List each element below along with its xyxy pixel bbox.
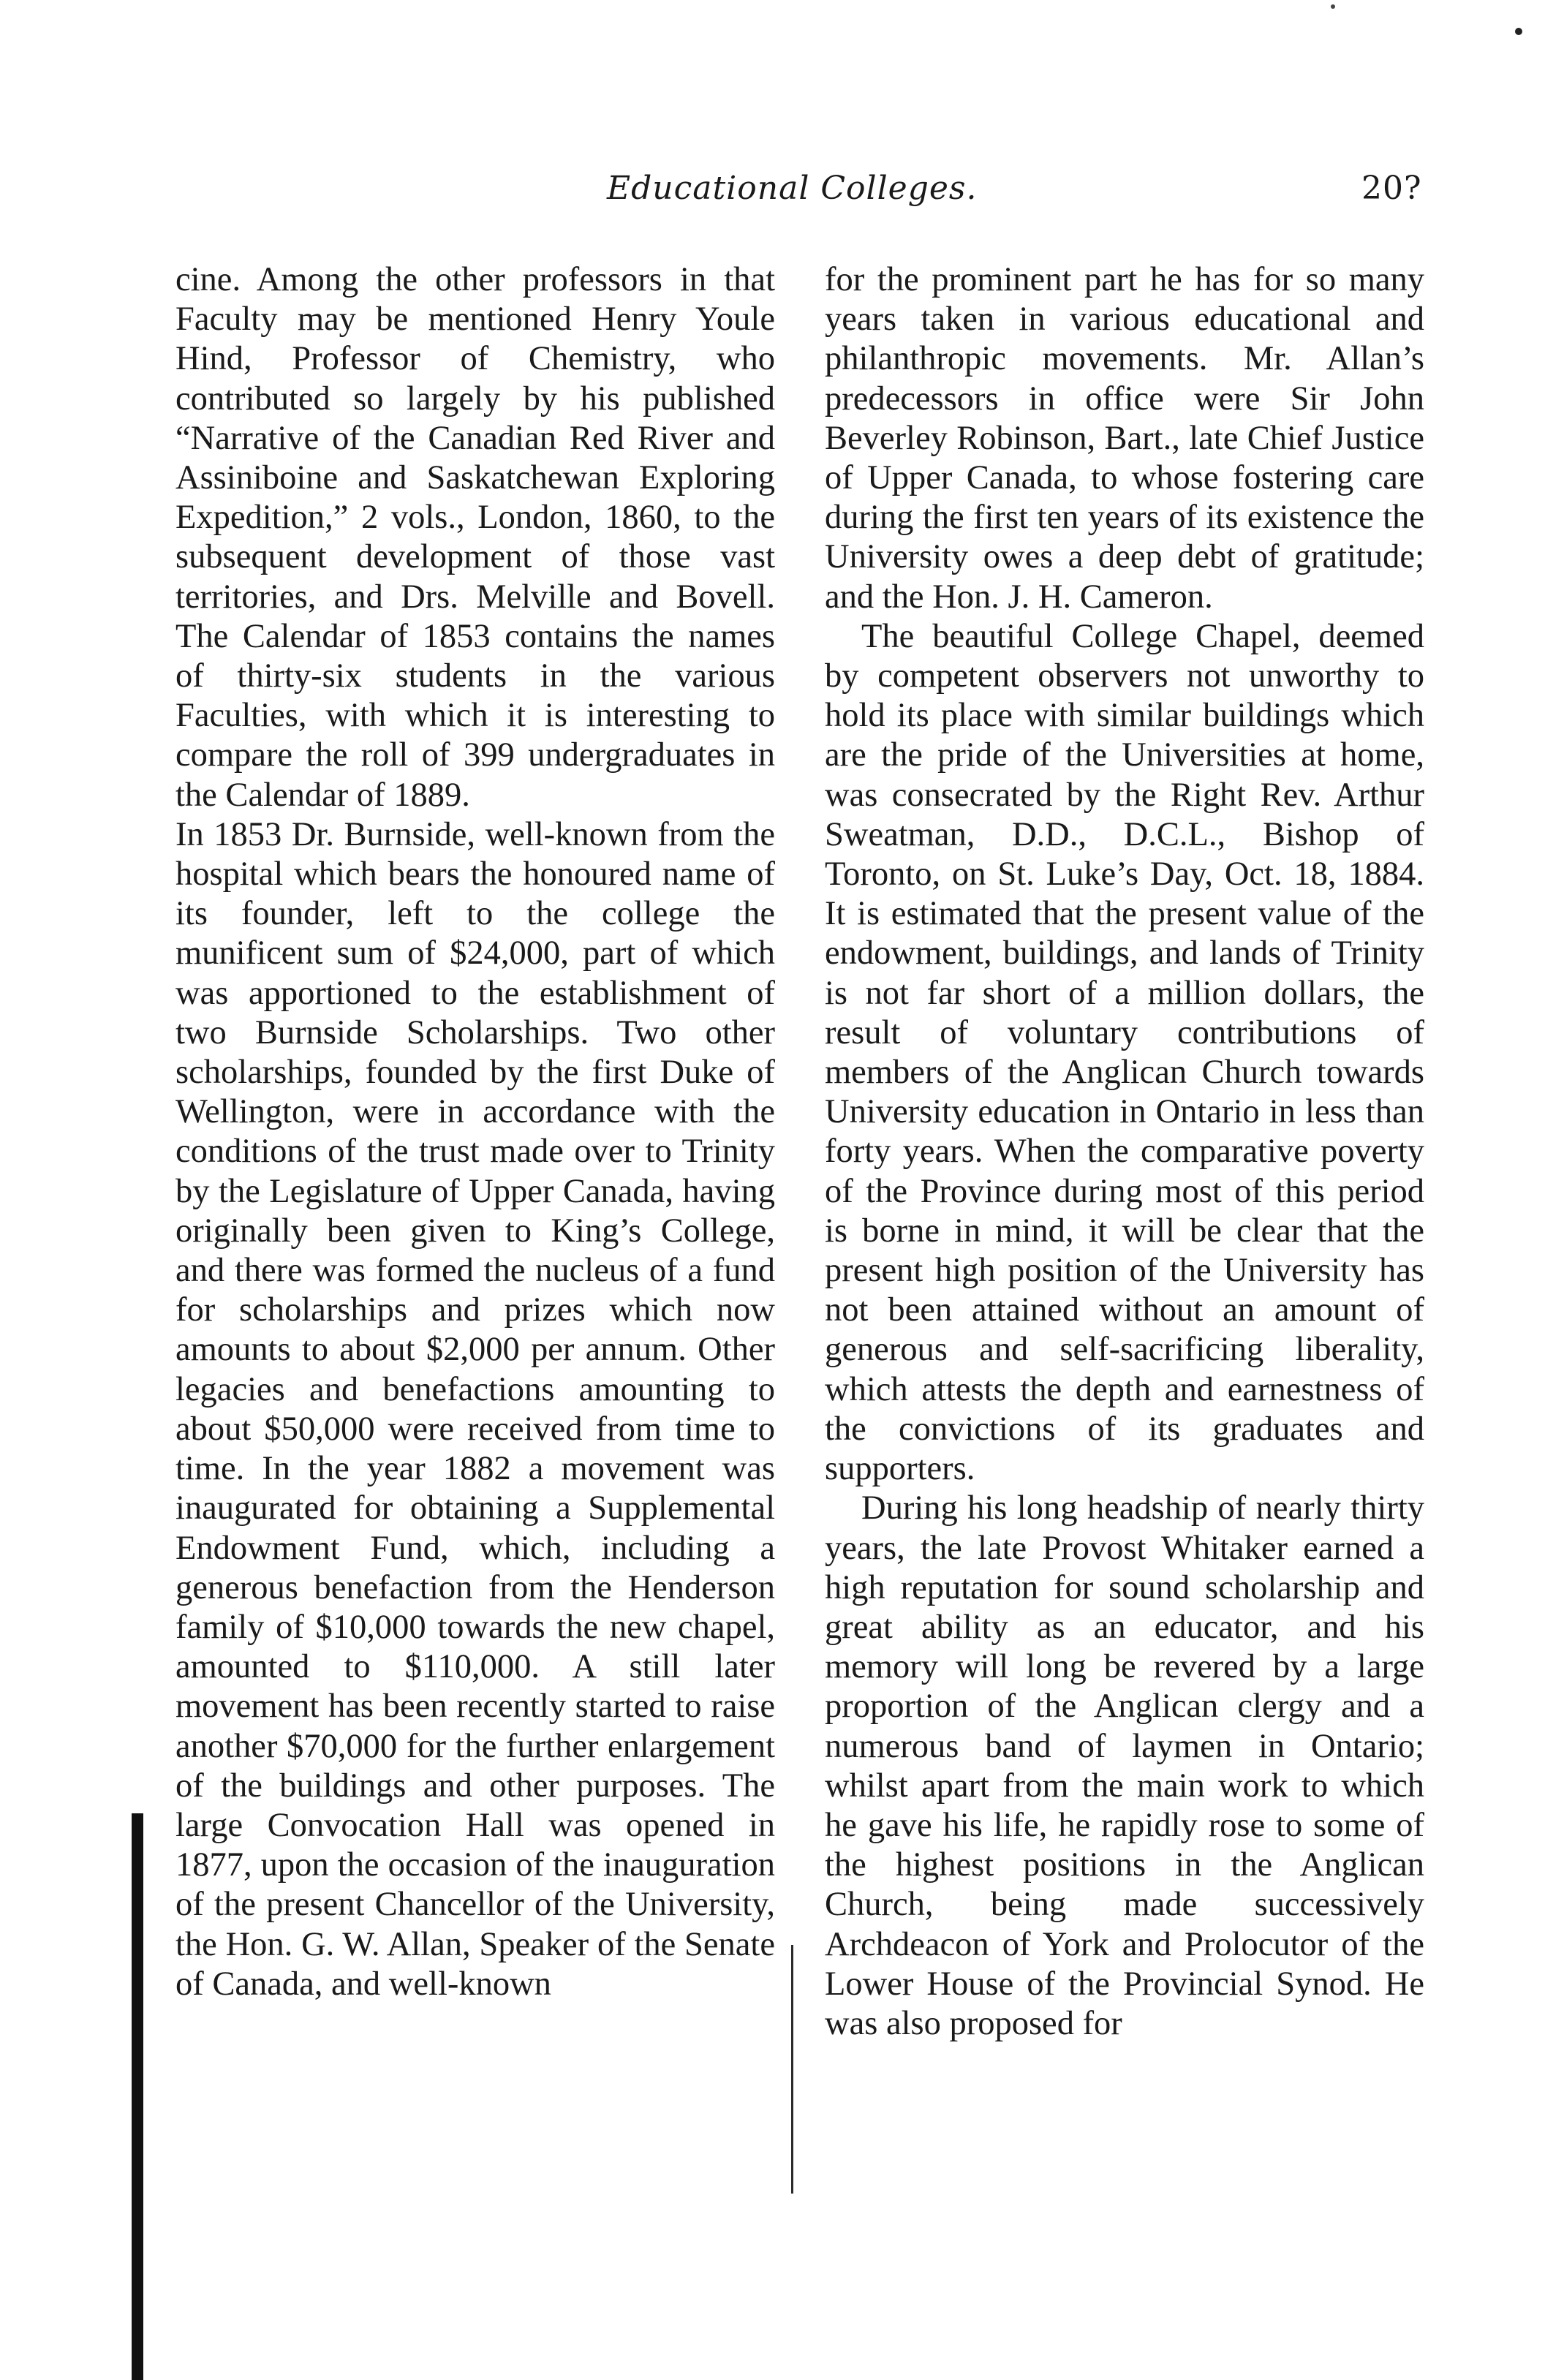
left-column (175, 260, 775, 2004)
paragraph: The beautiful College Chapel, deemed by competent observers not unworthy to hold its place with similar buildings which are the pride of the Universities at home, was consecrated by the Right Rev. Arthur Sweatman, D.D., D.C.L., Bishop of Toronto, on St. Luke’s Day, Oct. 18, 1884. It is estimated that the present value of the endowment, buildings, and lands of Trinity is not far short of a million dollars, the result of voluntary contributions of members of the Anglican Church towards University education in Ontario in less than forty years. When the comparative poverty of the Province during most of this period is borne in mind, it will be clear that the present high position of the University has not been attained without an amount of generous and self-sacrificing liberality, which attests the depth and earnestness of the convictions of its graduates and supporters. (825, 617, 1424, 1488)
paragraph: During his long headship of nearly thirty years, the late Provost Whitaker earned a high reputation for sound scholarship and great ability as an educator, and his memory will long be revered by a large proportion of the Anglican clergy and a numerous band of laymen in Ontario; whilst apart from the main work to which he gave his life, he rapidly rose to some of the highest positions in the Anglican Church, being made successively Archdeacon of York and Prolocutor of the Lower House of the Provincial Synod. He was also proposed for (825, 1489, 1424, 2042)
page-number: 20? (1361, 170, 1422, 207)
running-title: Educational Colleges. (607, 170, 978, 207)
paragraph: cine. Among the other professors in that Faculty may be mentioned Henry Youle Hind, Professor of Chemistry, who contributed so largely by his published “Narrative of the Canadian Red River and Assiniboine and Saskatchewan Exploring Expedition,” 2 vols., London, 1860, to the subsequent development of those vast territories, and Drs. Melville and Bovell. The Calendar of 1853 contains the names of thirty-six students in the various Faculties, with which it is interesting to compare the roll of 399 undergraduates in the Calendar of 1889. (175, 261, 775, 814)
paragraph: for the prominent part he has for so many years taken in various educational and philanthropic movements. Mr. Allan’s predecessors in office were Sir John Beverley Robinson, Bart., late Chief Justice of Upper Canada, to whose fostering care during the first ten years of its existence the University owes a deep debt of gratitude; and the Hon. J. H. Cameron. (825, 261, 1424, 616)
gutter-rule (791, 1945, 793, 2194)
ink-speck (1331, 4, 1335, 9)
paragraph: In 1853 Dr. Burnside, well-known from the hospital which bears the honoured name of its founder, left to the college the munificent sum of $24,000, part of which was apportioned to the establishment of two Burnside Scholarships. Two other scholarships, founded by the first Duke of Wellington, were in accordance with the conditions of the trust made over to Trinity by the Legislature of Upper Canada, having originally been given to King’s College, and there was formed the nucleus of a fund for scholarships and prizes which now amounts to about $2,000 per annum. Other legacies and benefactions amounting to about $50,000 were received from time to time. In the year 1882 a movement was inaugurated for obtaining a Supplemental Endowment Fund, which, including a generous benefaction from the Henderson family of $10,000 towards the new chapel, amounted to $110,000. A still later movement has been recently started to raise another $70,000 for the further enlargement of the buildings and other purposes. The large Convocation Hall was opened in 1877, upon the occasion of the inauguration of the present Chancellor of the University, the Hon. G. W. Allan, Speaker of the Senate of Canada, and well-known (175, 815, 775, 2003)
ink-speck (1515, 28, 1522, 35)
binding-edge (132, 1813, 143, 2380)
right-column (825, 260, 1424, 2044)
